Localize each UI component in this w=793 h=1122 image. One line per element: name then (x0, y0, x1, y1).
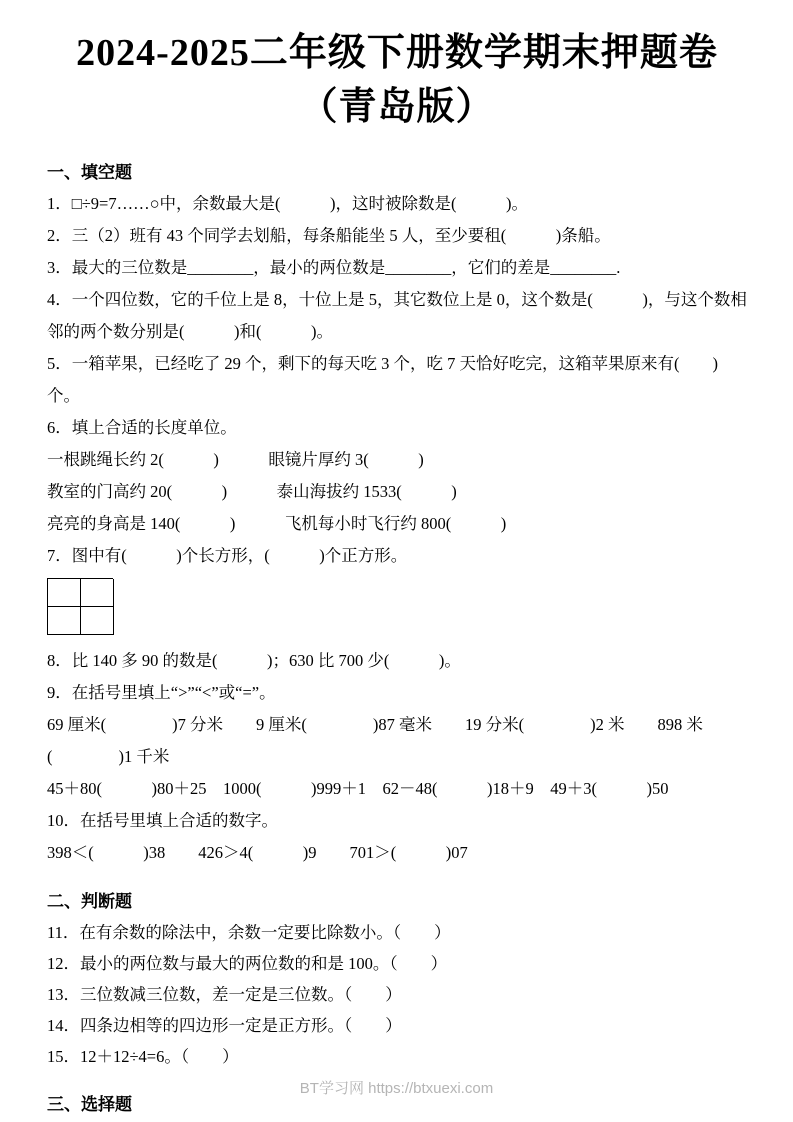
question-1: 1．□÷9=7……○中，余数最大是( )，这时被除数是( )。 (47, 194, 529, 213)
doc-title (47, 26, 747, 134)
question-10-line-a: 398＜( )38 426＞4( )9 701＞( )07 (47, 843, 468, 862)
grid-cell (48, 607, 81, 635)
question-10: 10．在括号里填上合适的数字。 (47, 811, 278, 830)
question-14: 14．四条边相等的四边形一定是正方形。（ ） (47, 1016, 402, 1035)
doc-title-line-2: （青岛版） (299, 86, 495, 128)
question-8: 8．比 140 多 90 的数是( )；630 比 700 少( )。 (47, 651, 461, 670)
question-15: 15．12＋12÷4=6。（ ） (47, 1047, 239, 1066)
section-2-heading: 二、判断题 (47, 892, 132, 911)
section-3-heading: 三、选择题 (47, 1095, 132, 1114)
question-12: 12．最小的两位数与最大的两位数的和是 100。（ ） (47, 954, 448, 973)
question-9-line-b: 45＋80( )80＋25 1000( )999＋1 62－48( )18＋9 49＋3( )50 (47, 779, 669, 798)
question-6-line-c: 亮亮的身高是 140( ) 飞机每小时飞行约 800( ) (47, 514, 507, 533)
question-7: 7．图中有( )个长方形，( )个正方形。 (47, 546, 408, 565)
rectangle-grid-figure (47, 578, 113, 635)
question-9: 9．在括号里填上“>”“<”或“=”。 (47, 683, 276, 702)
question-3: 3．最大的三位数是________，最小的两位数是________，它们的差是________. (47, 258, 621, 277)
question-2: 2．三（2）班有 43 个同学去划船，每条船能坐 5 人，至少要租( )条船。 (47, 226, 611, 245)
doc-title-line-1: 2024-2025二年级下册数学期末押题卷 (76, 32, 718, 74)
question-13: 13．三位数减三位数，差一定是三位数。（ ） (47, 985, 402, 1004)
question-6-line-a: 一根跳绳长约 2( ) 眼镜片厚约 3( ) (47, 450, 424, 469)
question-4: 4．一个四位数，它的千位上是 8，十位上是 5，其它数位上是 0，这个数是( )，与这个数相邻的两个数分别是( )和( )。 (47, 290, 747, 341)
grid-cell (48, 579, 81, 607)
grid-cell (81, 579, 114, 607)
question-9-line-a: 69 厘米( )7 分米 9 厘米( )87 毫米 19 分米( )2 米 898 米( )1 千米 (47, 715, 703, 766)
watermark: BT学习网 https://btxuexi.com (299, 1080, 494, 1097)
section-1-heading: 一、填空题 (47, 163, 132, 182)
question-6-line-b: 教室的门高约 20( ) 泰山海拔约 1533( ) (47, 482, 457, 501)
question-11: 11．在有余数的除法中，余数一定要比除数小。（ ） (47, 923, 451, 942)
question-5: 5．一箱苹果，已经吃了 29 个，剩下的每天吃 3 个，吃 7 天恰好吃完，这箱苹果原来有( )个。 (47, 354, 718, 405)
question-6: 6．填上合适的长度单位。 (47, 418, 237, 437)
grid-cell (81, 607, 114, 635)
